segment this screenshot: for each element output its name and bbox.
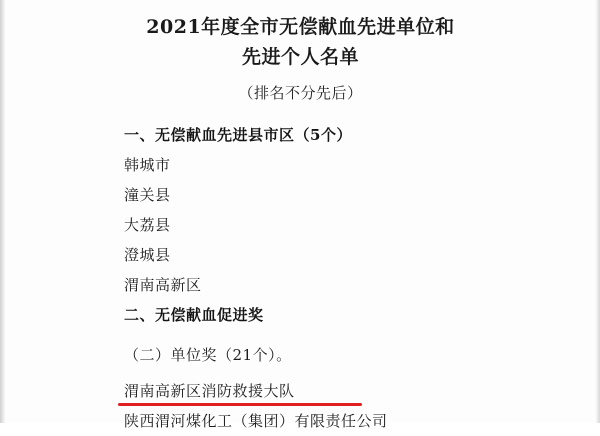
document-subtitle: （排名不分先后） — [238, 84, 363, 102]
section-heading-2: 二、无偿献血促进奖 — [124, 306, 264, 324]
list-item: 韩城市 — [124, 156, 171, 174]
list-item: 渭南高新区 — [124, 276, 202, 294]
list-item: 大荔县 — [124, 216, 171, 234]
page-right-edge-shadow — [595, 0, 600, 423]
list-item: 潼关县 — [124, 186, 171, 204]
title-line-2: 先进个人名单 — [241, 46, 359, 68]
section-heading-1: 一、无偿献血先进县市区（5个） — [124, 126, 352, 144]
red-underline-annotation — [118, 403, 362, 406]
document-title — [6, 0, 595, 72]
section-spacer — [124, 330, 595, 340]
list-item-highlighted: 陕西渭河煤化工（集团）有限责任公司 — [124, 412, 388, 430]
title-line-1: 2021年度全市无偿献血先进单位和 — [146, 16, 455, 38]
document-body — [6, 0, 595, 430]
document-content — [6, 120, 595, 436]
subsection-heading-unit-award: （二）单位奖（21个）。 — [124, 346, 292, 364]
list-item: 渭南高新区消防救援大队 — [124, 382, 295, 400]
list-item: 澄城县 — [124, 246, 171, 264]
